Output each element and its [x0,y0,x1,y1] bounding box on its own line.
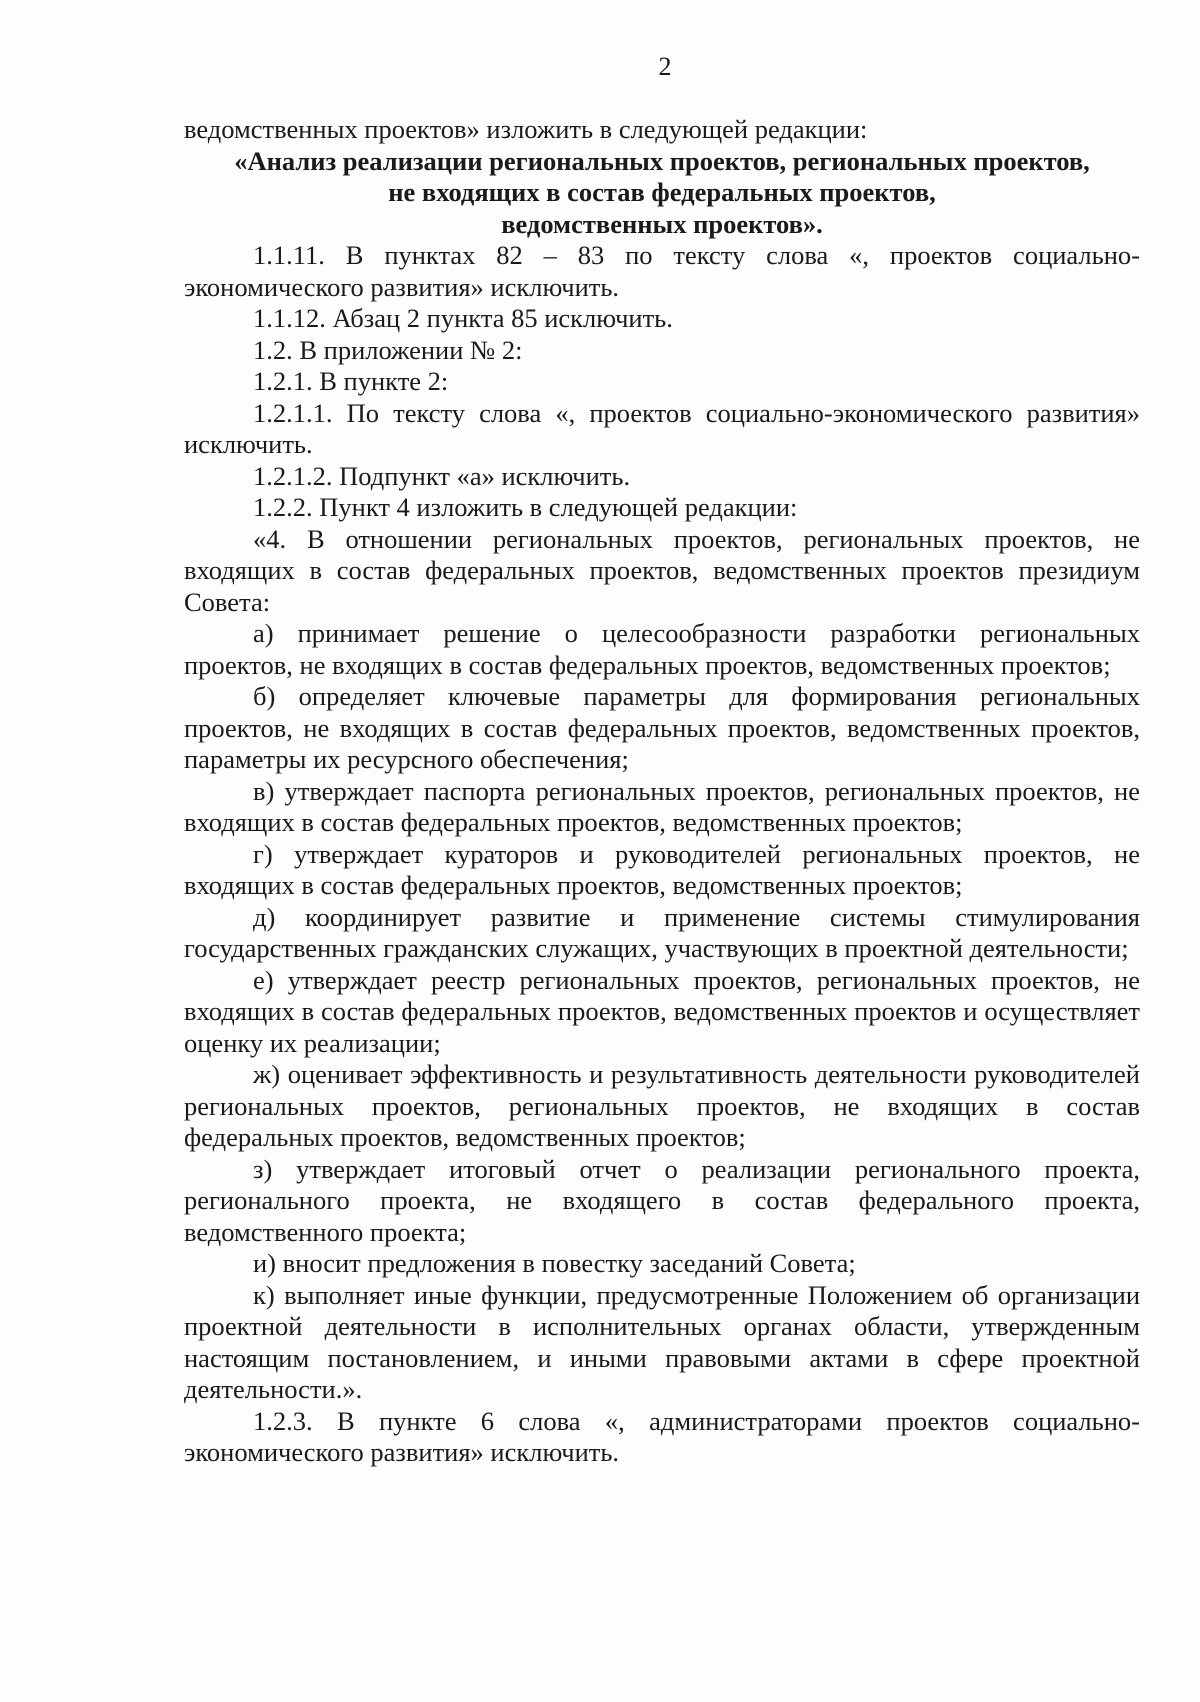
clause-1-2-3: 1.2.3. В пункте 6 слова «, администраторами проектов социально-экономического развития» исключить. [184,1405,1140,1467]
intro-line: ведомственных проектов» изложить в следующей редакции: [184,114,868,144]
clause-1-2-1-2: 1.2.1.2. Подпункт «а» исключить. [253,460,631,491]
item-g: г) утверждает кураторов и руководителей региональных проектов, не входящих в состав федеральных проектов, ведомственных проектов; [184,838,1140,900]
document-body [184,114,1140,1469]
item-4-intro: «4. В отношении региональных проектов, региональных проектов, не входящих в состав федеральных проектов, ведомственных проектов президиум Совета: [184,523,1140,617]
item-zh: ж) оценивает эффективность и результативность деятельности руководителей региональных проектов, региональных проектов, не входящих в состав федеральных проектов, ведомственных проектов; [184,1059,1140,1152]
item-b: б) определяет ключевые параметры для формирования региональных проектов, не входящих в состав федеральных проектов, ведомственных проектов, параметры их ресурсного обеспечения; [184,681,1140,774]
clause-1-1-12: 1.1.12. Абзац 2 пункта 85 исключить. [253,303,673,333]
page-number: 2 [658,52,672,81]
section-heading-line-1: «Анализ реализации региональных проектов, региональных проектов, [234,145,1090,176]
section-heading-line-2: не входящих в состав федеральных проектов, [388,177,936,207]
section-heading-line-3: ведомственных проектов». [501,208,823,239]
item-v: в) утверждает паспорта региональных проектов, региональных проектов, не входящих в состав федеральных проектов, ведомственных проектов; [184,775,1140,837]
clause-1-2-2: 1.2.2. Пункт 4 изложить в следующей редакции: [253,492,798,522]
clause-1-1-11: 1.1.11. В пунктах 82 – 83 по тексту слова «, проектов социально-экономического развития» исключить. [184,240,1140,302]
item-i: и) вносит предложения в повестку заседаний Совета; [253,1248,856,1278]
clause-1-2-1: 1.2.1. В пункте 2: [253,366,449,396]
item-z: з) утверждает итоговый отчет о реализации регионального проекта, регионального проекта, не входящего в состав федерального проекта, ведомственного проекта; [184,1153,1140,1247]
clause-1-2-1-1: 1.2.1.1. По тексту слова «, проектов социально-экономического развития» исключить. [184,397,1140,459]
item-a: а) принимает решение о целесообразности разработки региональных проектов, не входящих в состав федеральных проектов, ведомственных проектов; [184,618,1140,680]
item-d: д) координирует развитие и применение системы стимулирования государственных гражданских служащих, участвующих в проектной деятельности; [184,901,1140,963]
clause-1-2: 1.2. В приложении № 2: [253,334,523,365]
item-k: к) выполняет иные функции, предусмотренные Положением об организации проектной деятельности в исполнительных органах области, утвержденным настоящим постановлением, и иными правовыми актами в сфере проектной деятельности.». [184,1279,1140,1404]
item-e: е) утверждает реестр региональных проектов, региональных проектов, не входящих в состав федеральных проектов, ведомственных проектов и осуществляет оценку их реализации; [184,964,1140,1058]
